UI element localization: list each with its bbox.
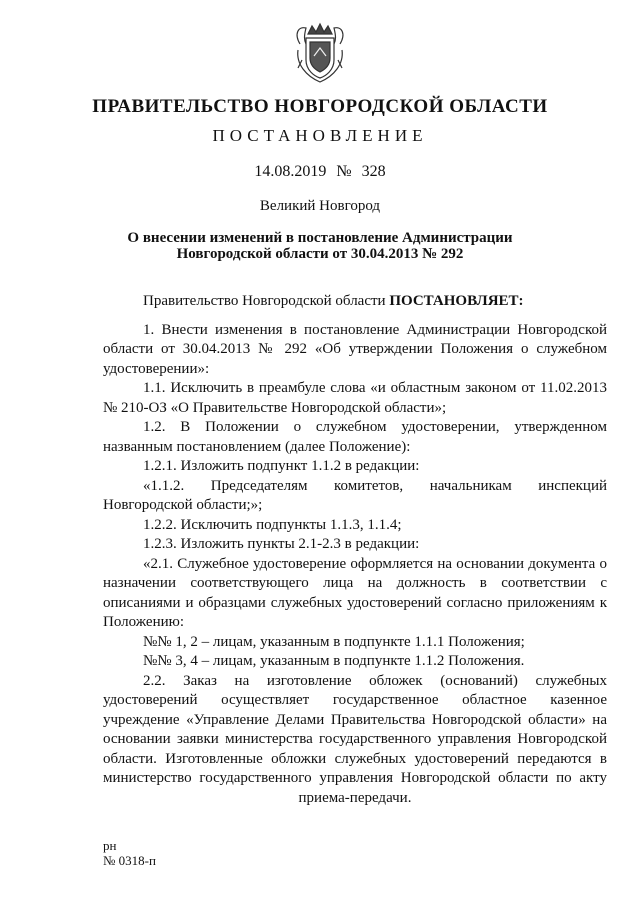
number-sign: № — [336, 163, 352, 180]
date-number-line — [0, 163, 640, 181]
document-type: ПОСТАНОВЛЕНИЕ — [212, 126, 428, 145]
coat-of-arms-icon — [292, 20, 348, 84]
paragraph-1-2-2: 1.2.2. Исключить подпункты 1.1.3, 1.1.4; — [143, 516, 402, 533]
paragraph-1-1: 1.1. Исключить в преамбуле слова «и областным законом от 11.02.2013 № 210-ОЗ «О Правительстве Новгородской области»; — [103, 380, 607, 416]
coat-of-arms-emblem — [292, 20, 348, 84]
footer-initials: рн — [103, 838, 117, 853]
government-title: ПРАВИТЕЛЬСТВО НОВГОРОДСКОЙ ОБЛАСТИ — [92, 96, 548, 117]
paragraph-1-2-1: 1.2.1. Изложить подпункт 1.1.2 в редакции: — [143, 458, 420, 474]
subject-line-2: Новгородской области от 30.04.2013 № 292 — [176, 246, 464, 262]
paragraph-1-2-3: 1.2.3. Изложить пункты 2.1-2.3 в редакции: — [143, 536, 420, 552]
footer-code: № 0318-п — [103, 853, 156, 868]
intro-text: Правительство Новгородской области — [143, 293, 386, 309]
paragraph-1-2: 1.2. В Положении о служебном удостоверении, утвержденном названным постановлением (далее Положение): — [103, 419, 607, 455]
paragraph-quote-1-1-2: «1.1.2. Председателям комитетов, начальникам инспекций Новгородской области;»; — [103, 477, 607, 513]
paragraph-2-2-end: приема-передачи. — [298, 789, 412, 806]
list-item-annex-3-4: №№ 3, 4 – лицам, указанным в подпункте 1.1.2 Положения. — [143, 653, 525, 669]
document-date: 14.08.2019 — [254, 163, 327, 180]
city-name: Великий Новгород — [259, 198, 381, 214]
document-number: 328 — [361, 163, 386, 180]
intro-decree-word: ПОСТАНОВЛЯЕТ: — [389, 293, 524, 309]
paragraph-quote-2-1: «2.1. Служебное удостоверение оформляется на основании документа о назначении соответствующего лица на должность в соответствии с описаниями и образцами служебных удостоверений согласно приложениям к Положению: — [103, 555, 607, 630]
intro-paragraph — [103, 292, 607, 312]
subject-line-1: О внесении изменений в постановление Администрации — [127, 230, 513, 246]
list-item-annex-1-2: №№ 1, 2 – лицам, указанным в подпункте 1.1.1 Положения; — [143, 633, 525, 650]
document-body — [103, 292, 607, 808]
document-subject — [0, 230, 640, 262]
paragraph-2-2: 2.2. Заказ на изготовление обложек (оснований) служебных удостоверений осуществляет государственное областное казенное учреждение «Управление Делами Правительства Новгородской области» на основании заявки министерства государственного управления Новгородской области. Изготовленные обложки служебных удостоверений передаются в министерство государственного управления Новгородской области по акту — [103, 672, 607, 786]
paragraph-1: 1. Внести изменения в постановление Администрации Новгородской области от 30.04.2013 № 292 «Об утверждении Положения о служебном удостоверении»: — [103, 321, 607, 377]
document-footer — [103, 838, 156, 868]
